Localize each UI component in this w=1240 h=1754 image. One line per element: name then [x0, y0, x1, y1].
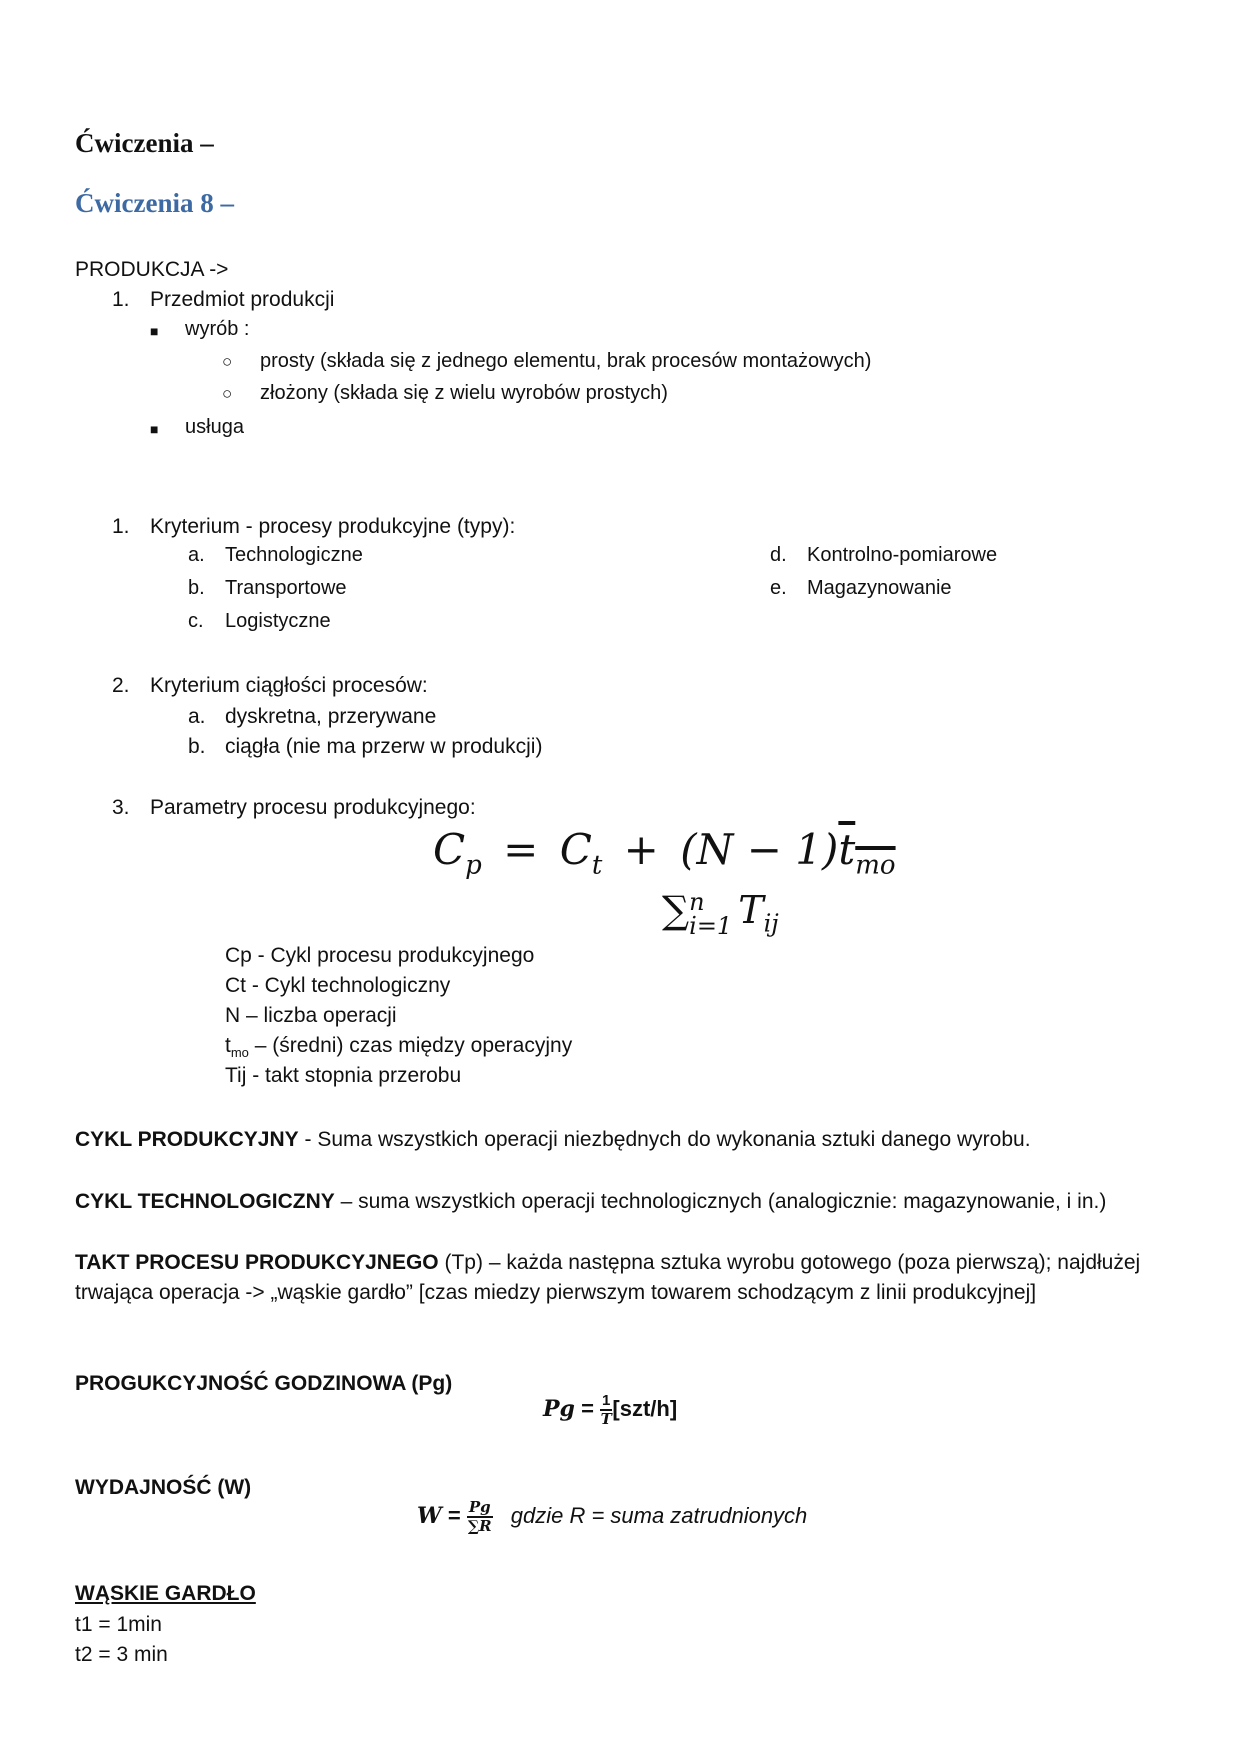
- list-heading: Kryterium ciągłości procesów:: [150, 674, 428, 697]
- list-heading: Kryterium - procesy produkcyjne (typy):: [150, 515, 516, 538]
- list-number: 3.: [112, 796, 130, 819]
- list-letter: d.: [770, 544, 787, 566]
- formula-cp: $C_p = C_t + (N - 1)t_{mo}$: [433, 825, 896, 881]
- list-letter: a.: [188, 544, 205, 566]
- waskie-gardlo-heading: WĄSKIE GARDŁO: [75, 1582, 256, 1605]
- list-item: Transportowe: [225, 577, 347, 599]
- list-letter: a.: [188, 705, 206, 728]
- circle-bullet-icon: ○: [222, 384, 233, 403]
- formula-pg: Pg = $\frac{1}{T}$ [szt/h]: [543, 1392, 678, 1428]
- list-number: 1.: [112, 515, 130, 538]
- page-title: Ćwiczenia –: [75, 128, 214, 158]
- list-item: ciągła (nie ma przerw w produkcji): [225, 735, 543, 758]
- formula-w: W = $\frac{Pg}{\sum R}$ gdzie R = suma zatrudnionych: [417, 1498, 808, 1535]
- list-item: Magazynowanie: [807, 577, 952, 599]
- list-item: Logistyczne: [225, 610, 331, 632]
- list-item: prosty (składa się z jednego elementu, brak procesów montażowych): [260, 350, 872, 372]
- list-letter: b.: [188, 577, 205, 599]
- definition-cp: Cp - Cykl procesu produkcyjnego: [225, 944, 535, 967]
- t2-line: t2 = 3 min: [75, 1643, 168, 1666]
- w-heading: WYDAJNOŚĆ (W): [75, 1476, 252, 1499]
- cykl-technologiczny-paragraph: CYKL TECHNOLOGICZNY – suma wszystkich operacji technologicznych (analogicznie: magazynowanie, i in.): [75, 1190, 1107, 1213]
- list-item: złożony (składa się z wielu wyrobów prostych): [260, 382, 668, 404]
- list-item: dyskretna, przerywane: [225, 705, 437, 728]
- list-letter: e.: [770, 577, 787, 599]
- pg-heading: PROGUKCYJNOŚĆ GODZINOWA (Pg): [75, 1372, 453, 1395]
- definition-n: N – liczba operacji: [225, 1004, 397, 1027]
- bullet-icon: ■: [150, 323, 159, 339]
- list-item: Technologiczne: [225, 544, 363, 566]
- takt-paragraph: TAKT PROCESU PRODUKCYJNEGO (Tp) – każda następna sztuka wyrobu gotowego (poza pierwszą); najdłużej trwająca operacja -> „wąskie gardło” [czas miedzy pierwszym towarem schodzącym z linii produkcyjnej]: [75, 1251, 1141, 1304]
- cykl-produkcyjny-paragraph: CYKL PRODUKCYJNY - Suma wszystkich operacji niezbędnych do wykonania sztuki danego wyrobu.: [75, 1128, 1031, 1151]
- page-subtitle: Ćwiczenia 8 –: [75, 188, 234, 218]
- t1-line: t1 = 1min: [75, 1613, 162, 1636]
- list-heading: Parametry procesu produkcyjnego:: [150, 796, 476, 819]
- list-item: wyrób :: [185, 318, 250, 340]
- circle-bullet-icon: ○: [222, 352, 233, 371]
- list-letter: c.: [188, 610, 204, 632]
- definition-ct: Ct - Cykl technologiczny: [225, 974, 451, 997]
- list-number: 2.: [112, 674, 130, 697]
- definition-tmo: $t_{mo}$ – (średni) czas między operacyjny: [225, 1034, 573, 1061]
- definition-tij: Tij - takt stopnia przerobu: [225, 1064, 462, 1087]
- intro-label: PRODUKCJA ->: [75, 258, 229, 281]
- list-number: 1.: [112, 288, 130, 311]
- list-heading: Przedmiot produkcji: [150, 288, 335, 311]
- list-item: Kontrolno-pomiarowe: [807, 544, 998, 566]
- list-item: usługa: [185, 416, 244, 438]
- formula-sum-tij: ∑ n i=1 $T_{ij}$: [662, 887, 779, 940]
- list-letter: b.: [188, 735, 206, 758]
- bullet-icon: ■: [150, 421, 159, 437]
